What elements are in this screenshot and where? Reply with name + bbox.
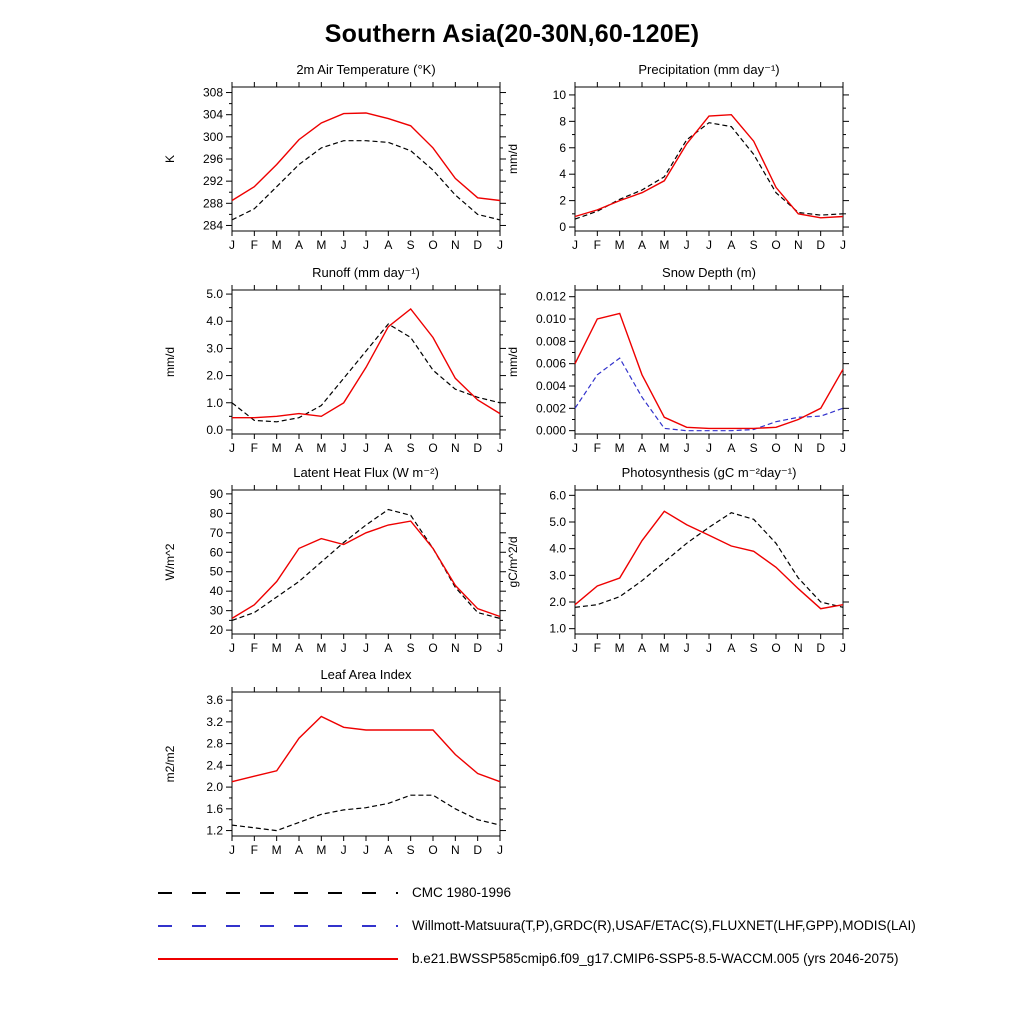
chart-runoff [162, 264, 522, 470]
series-line [232, 521, 500, 618]
svg-text:Latent Heat Flux (W m⁻²): Latent Heat Flux (W m⁻²) [293, 465, 439, 480]
svg-text:D: D [473, 238, 483, 252]
svg-text:J: J [363, 843, 369, 857]
svg-text:N: N [793, 641, 803, 655]
svg-text:J: J [363, 238, 369, 252]
svg-text:50: 50 [209, 564, 223, 579]
svg-text:296: 296 [202, 152, 223, 166]
svg-text:2m Air Temperature (°K): 2m Air Temperature (°K) [296, 62, 436, 77]
legend-label-cmc: CMC 1980-1996 [412, 885, 512, 900]
svg-text:S: S [406, 238, 415, 252]
svg-text:304: 304 [202, 107, 223, 122]
svg-text:J: J [363, 641, 369, 655]
svg-text:2.0: 2.0 [206, 368, 223, 383]
svg-text:J: J [497, 238, 503, 252]
svg-text:mm/d: mm/d [506, 347, 520, 377]
svg-text:2.0: 2.0 [206, 780, 223, 795]
svg-text:6: 6 [559, 140, 566, 155]
svg-text:J: J [340, 843, 347, 857]
chart-leaf-area-index [162, 666, 522, 872]
svg-text:O: O [771, 641, 781, 655]
svg-text:A: A [637, 441, 647, 455]
svg-text:M: M [614, 441, 625, 455]
panel-runoff [162, 264, 522, 470]
svg-text:1.6: 1.6 [206, 801, 223, 816]
svg-text:gC/m^2/d: gC/m^2/d [506, 536, 520, 588]
svg-text:A: A [294, 238, 304, 252]
series-line [232, 309, 500, 418]
svg-text:A: A [384, 843, 393, 857]
svg-text:F: F [593, 441, 602, 455]
svg-text:J: J [706, 641, 712, 655]
svg-text:3.6: 3.6 [206, 693, 223, 708]
svg-text:M: M [271, 843, 282, 857]
svg-text:1.0: 1.0 [549, 621, 566, 636]
svg-text:J: J [572, 641, 578, 655]
svg-text:J: J [840, 441, 846, 455]
svg-text:Photosynthesis (gC m⁻²day⁻¹): Photosynthesis (gC m⁻²day⁻¹) [621, 465, 797, 480]
svg-text:0.006: 0.006 [535, 356, 566, 371]
panel-snow-depth [505, 264, 865, 470]
svg-text:J: J [572, 441, 578, 455]
series-line [575, 313, 843, 428]
svg-text:J: J [363, 441, 369, 455]
svg-text:F: F [593, 238, 602, 252]
svg-text:J: J [683, 641, 690, 655]
svg-text:J: J [497, 441, 503, 455]
svg-text:2.4: 2.4 [206, 758, 223, 773]
svg-text:D: D [816, 441, 826, 455]
svg-text:M: M [271, 441, 282, 455]
svg-text:M: M [316, 843, 327, 857]
svg-text:D: D [473, 641, 483, 655]
legend-item-obs [158, 909, 916, 942]
svg-text:S: S [749, 641, 758, 655]
svg-text:D: D [816, 238, 826, 252]
svg-text:J: J [683, 238, 690, 252]
panel-latent-heat-flux [162, 464, 522, 670]
svg-text:N: N [450, 843, 460, 857]
svg-text:3.2: 3.2 [206, 714, 223, 729]
chart-air-temperature [162, 61, 522, 267]
svg-text:F: F [593, 641, 602, 655]
svg-text:2.0: 2.0 [549, 595, 566, 609]
svg-text:40: 40 [209, 584, 223, 599]
svg-text:N: N [450, 441, 460, 455]
svg-text:F: F [250, 441, 259, 455]
svg-text:60: 60 [209, 545, 223, 560]
svg-text:J: J [497, 641, 503, 655]
svg-text:J: J [340, 441, 347, 455]
svg-text:D: D [816, 641, 826, 655]
svg-text:O: O [771, 441, 781, 455]
series-line [232, 324, 500, 422]
svg-text:J: J [229, 238, 235, 252]
svg-text:6.0: 6.0 [549, 488, 566, 503]
legend [158, 876, 916, 975]
svg-text:F: F [250, 238, 259, 252]
svg-text:J: J [340, 641, 347, 655]
svg-text:288: 288 [202, 196, 223, 211]
svg-text:O: O [428, 238, 438, 252]
panel-air-temperature [162, 61, 522, 267]
svg-text:0.004: 0.004 [535, 379, 566, 393]
svg-text:70: 70 [209, 525, 223, 540]
svg-text:J: J [572, 238, 578, 252]
svg-text:Leaf Area Index: Leaf Area Index [320, 667, 412, 682]
svg-text:D: D [473, 441, 483, 455]
svg-text:0.002: 0.002 [535, 401, 566, 416]
svg-text:M: M [316, 641, 327, 655]
svg-text:284: 284 [202, 218, 223, 233]
svg-text:M: M [614, 641, 625, 655]
chart-snow-depth [505, 264, 865, 470]
svg-text:J: J [340, 238, 347, 252]
svg-text:300: 300 [202, 129, 223, 144]
svg-text:S: S [749, 238, 758, 252]
svg-text:D: D [473, 843, 483, 857]
svg-text:J: J [229, 441, 235, 455]
solid-line-swatch [158, 958, 398, 960]
svg-text:M: M [659, 641, 670, 655]
chart-precipitation [505, 61, 865, 267]
svg-text:2: 2 [559, 193, 566, 208]
svg-text:O: O [428, 441, 438, 455]
svg-text:mm/d: mm/d [506, 144, 520, 174]
svg-text:A: A [727, 238, 736, 252]
svg-text:N: N [450, 238, 460, 252]
svg-text:3.0: 3.0 [206, 341, 223, 356]
svg-text:M: M [659, 441, 670, 455]
page-title: Southern Asia(20-30N,60-120E) [324, 20, 700, 48]
svg-text:K: K [163, 154, 177, 164]
svg-text:M: M [271, 238, 282, 252]
panel-leaf-area-index [162, 666, 522, 872]
svg-text:O: O [428, 843, 438, 857]
svg-text:2.8: 2.8 [206, 736, 223, 751]
svg-text:0: 0 [559, 220, 566, 235]
series-line [232, 510, 500, 621]
svg-text:1.0: 1.0 [206, 395, 223, 410]
svg-text:308: 308 [202, 85, 223, 100]
svg-text:A: A [727, 641, 736, 655]
svg-text:30: 30 [209, 603, 223, 618]
chart-photosynthesis [505, 464, 865, 670]
svg-text:m2/m2: m2/m2 [163, 745, 177, 783]
svg-text:90: 90 [209, 486, 223, 501]
chart-latent-heat-flux [162, 464, 522, 670]
svg-text:4: 4 [559, 167, 566, 182]
series-line [232, 141, 500, 220]
svg-text:0.0: 0.0 [206, 422, 223, 437]
svg-text:A: A [294, 843, 304, 857]
series-line [575, 115, 843, 218]
svg-text:1.2: 1.2 [206, 823, 223, 838]
svg-text:A: A [294, 641, 304, 655]
legend-label-obs: Willmott-Matsuura(T,P),GRDC(R),USAF/ETAC(S),FLUXNET(LHF,GPP),MODIS(LAI) [412, 918, 916, 933]
panel-precipitation [505, 61, 865, 267]
svg-text:Runoff (mm day⁻¹): Runoff (mm day⁻¹) [312, 265, 420, 280]
panel-photosynthesis [505, 464, 865, 670]
svg-text:J: J [706, 441, 712, 455]
legend-item-cmc [158, 876, 916, 909]
svg-text:M: M [614, 238, 625, 252]
svg-text:J: J [840, 641, 846, 655]
svg-text:N: N [793, 238, 803, 252]
svg-text:W/m^2: W/m^2 [163, 543, 177, 581]
svg-text:M: M [659, 238, 670, 252]
svg-text:S: S [406, 641, 415, 655]
svg-text:A: A [294, 441, 304, 455]
svg-text:S: S [406, 843, 415, 857]
svg-text:0.010: 0.010 [535, 312, 566, 327]
svg-text:A: A [384, 441, 393, 455]
svg-text:M: M [316, 441, 327, 455]
svg-text:A: A [384, 641, 393, 655]
series-line [575, 358, 843, 431]
svg-text:0.012: 0.012 [535, 289, 566, 304]
svg-text:A: A [637, 238, 647, 252]
svg-text:80: 80 [209, 506, 223, 521]
series-line [232, 113, 500, 201]
svg-text:N: N [450, 641, 460, 655]
svg-text:J: J [229, 843, 235, 857]
svg-text:O: O [428, 641, 438, 655]
svg-text:M: M [271, 641, 282, 655]
svg-text:mm/d: mm/d [163, 347, 177, 377]
svg-text:J: J [840, 238, 846, 252]
svg-text:4.0: 4.0 [549, 541, 566, 556]
svg-text:Precipitation (mm day⁻¹): Precipitation (mm day⁻¹) [638, 62, 780, 77]
svg-text:3.0: 3.0 [549, 568, 566, 583]
svg-text:8: 8 [559, 114, 566, 129]
svg-text:F: F [250, 843, 259, 857]
svg-text:A: A [637, 641, 647, 655]
svg-text:5.0: 5.0 [206, 287, 223, 302]
svg-text:J: J [497, 843, 503, 857]
svg-text:A: A [384, 238, 393, 252]
svg-text:292: 292 [202, 174, 223, 189]
svg-text:M: M [316, 238, 327, 252]
series-line [575, 123, 843, 219]
svg-text:Snow Depth (m): Snow Depth (m) [662, 265, 756, 280]
svg-text:10: 10 [552, 87, 566, 102]
series-line [232, 795, 500, 830]
svg-text:S: S [749, 441, 758, 455]
svg-text:A: A [727, 441, 736, 455]
legend-item-model [158, 942, 916, 975]
svg-text:S: S [406, 441, 415, 455]
svg-text:J: J [683, 441, 690, 455]
legend-label-model: b.e21.BWSSP585cmip6.f09_g17.CMIP6-SSP5-8.5-WACCM.005 (yrs 2046-2075) [412, 951, 899, 966]
svg-text:0.008: 0.008 [535, 334, 566, 349]
svg-text:F: F [250, 641, 259, 655]
series-line [232, 717, 500, 782]
series-line [575, 511, 843, 608]
svg-text:N: N [793, 441, 803, 455]
svg-text:4.0: 4.0 [206, 314, 223, 329]
svg-text:5.0: 5.0 [549, 515, 566, 529]
dashed-line-swatch [158, 892, 398, 894]
svg-text:O: O [771, 238, 781, 252]
svg-text:J: J [229, 641, 235, 655]
svg-text:20: 20 [209, 623, 223, 638]
svg-text:0.000: 0.000 [535, 423, 566, 438]
svg-text:J: J [706, 238, 712, 252]
dashed-line-swatch [158, 925, 398, 927]
